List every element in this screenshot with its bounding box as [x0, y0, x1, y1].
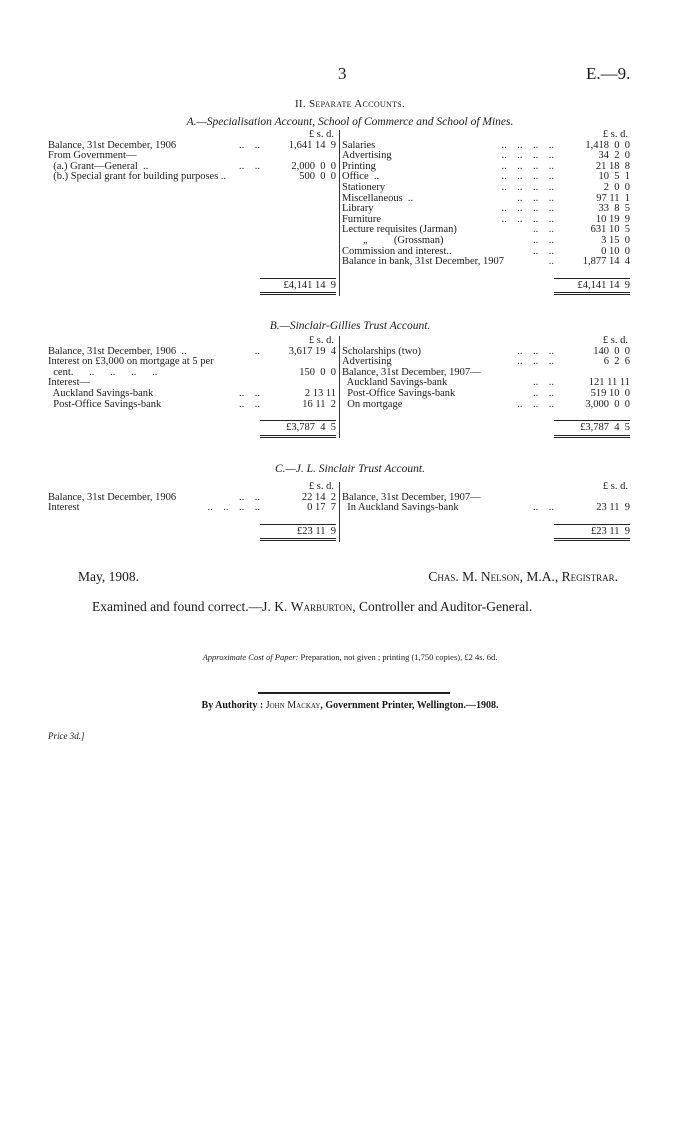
imprint-suffix: , Government Printer, Wellington.—1908. [320, 700, 499, 711]
entry-label: Miscellaneous .. [342, 192, 414, 204]
ledger-row [342, 257, 630, 268]
entry-amount: 1,641 14 9 [288, 139, 336, 151]
entry-label: Balance, 31st December, 1907— [342, 491, 481, 503]
ledger-row [48, 172, 336, 183]
ledger-row [48, 368, 336, 379]
entry-label: Advertising [342, 150, 392, 162]
entry-amount: 3,617 19 4 [288, 345, 336, 357]
entry-label: Balance, 31st December, 1906 [48, 491, 177, 503]
right-total: £3,787 4 5 [554, 420, 630, 438]
entry-amount: 519 10 0 [590, 387, 630, 399]
entry-label: Interest on £3,000 on mortgage at 5 per [48, 356, 214, 368]
entry-amount: 6 2 6 [603, 356, 630, 368]
audit-prefix: Examined and found correct.—J. K. [92, 599, 291, 614]
leader-dots: .. .. [533, 502, 554, 514]
entry-label: On mortgage [342, 398, 403, 410]
left-total: £3,787 4 5 [260, 420, 336, 438]
leader-dots: .. .. [239, 160, 260, 172]
ledger-row [342, 162, 630, 173]
account-title: A.—Specialisation Account, School of Commerce and School of Mines. [186, 116, 514, 128]
entry-amount: 2 13 11 [304, 387, 336, 399]
ledger-row [48, 389, 336, 400]
imprint-rule [258, 692, 450, 694]
cost-label: Approximate Cost of Paper: [202, 652, 299, 662]
entry-amount: 3,000 0 0 [585, 398, 630, 410]
imprint-prefix: By Authority : [201, 700, 266, 711]
ledger-row [342, 204, 630, 215]
page-number: 3 [338, 64, 347, 83]
entry-amount: 0 10 0 [601, 245, 630, 257]
audit-statement [92, 599, 532, 615]
right-side-entries [342, 130, 630, 296]
ledger-row [342, 400, 630, 411]
entry-amount: 21 18 8 [595, 160, 630, 172]
leader-dots: .. .. .. .. [207, 502, 260, 514]
leader-dots: .. .. .. [517, 345, 554, 357]
ledger-row [342, 236, 630, 247]
entry-amount: 23 11 9 [596, 502, 630, 514]
entry-label: Salaries [342, 139, 376, 151]
leader-dots: .. .. .. .. [501, 150, 554, 162]
entry-label: Advertising [342, 356, 392, 368]
entry-amount: 1,418 0 0 [585, 139, 630, 151]
entry-label: Furniture [342, 213, 382, 225]
entry-label: cent. .. .. .. .. [48, 366, 158, 378]
leader-dots: .. .. .. .. [501, 213, 554, 225]
ledger-row [342, 183, 630, 194]
cost-of-paper [0, 652, 700, 662]
ledger-row [342, 194, 630, 205]
entry-label: In Auckland Savings-bank [342, 502, 459, 514]
currency-header: £ s. d. [308, 129, 334, 140]
entry-label: Office .. [342, 171, 380, 183]
entry-amount: 3 15 0 [601, 234, 630, 246]
leader-dots: .. .. .. .. [501, 171, 554, 183]
leader-dots: .. .. .. .. [501, 160, 554, 172]
auditor-name: Warburton [290, 599, 353, 614]
entry-label: Post-Office Savings-bank [48, 398, 162, 410]
entry-label: Lecture requisites (Jarman) [342, 224, 457, 236]
entry-amount: 500 0 0 [299, 171, 336, 183]
ledger-divider [339, 482, 340, 542]
entry-label: Stationery [342, 181, 386, 193]
entry-label: „ (Grossman) [342, 234, 444, 246]
currency-header: £ s. d. [602, 129, 628, 140]
entry-label: Scholarships (two) [342, 345, 422, 357]
entry-amount: 150 0 0 [299, 366, 336, 378]
leader-dots: .. .. .. [517, 356, 554, 368]
leader-dots: .. .. [533, 387, 554, 399]
left-total: £4,141 14 9 [260, 278, 336, 296]
ledger-row [342, 389, 630, 400]
leader-dots: .. .. [533, 245, 554, 257]
ledger-jl-sinclair-trust [48, 482, 630, 542]
entry-amount: 2 0 0 [603, 181, 630, 193]
entry-label: Commission and interest.. [342, 245, 452, 257]
entry-amount: 140 0 0 [593, 345, 630, 357]
currency-header: £ s. d. [602, 335, 628, 346]
ledger-row [48, 400, 336, 411]
account-title: C.—J. L. Sinclair Trust Account. [275, 463, 425, 475]
ledger-row [48, 493, 336, 504]
entry-label: Library [342, 203, 374, 215]
leader-dots: .. .. .. [517, 398, 554, 410]
left-side-entries [48, 336, 336, 438]
right-side-entries [342, 336, 630, 438]
entry-label: Balance, 31st December, 1906 .. [48, 345, 187, 357]
leader-dots: .. .. [239, 398, 260, 410]
ledger-row [342, 503, 630, 514]
left-side-entries [48, 130, 336, 296]
leader-dots: .. [548, 256, 554, 268]
leader-dots: .. [254, 345, 260, 357]
ledger-row [342, 172, 630, 183]
entry-amount: 34 2 0 [598, 150, 630, 162]
leader-dots: .. .. [533, 234, 554, 246]
entry-amount: 97 11 1 [596, 192, 630, 204]
audit-suffix: , Controller and Auditor-General. [352, 599, 533, 614]
entry-label: Interest [48, 502, 80, 514]
entry-amount: 1,877 14 4 [582, 256, 630, 268]
entry-label: Balance in bank, 31st December, 1907 [342, 256, 504, 268]
entry-label: Printing [342, 160, 376, 172]
left-side-entries [48, 482, 336, 542]
ledger-divider [339, 336, 340, 438]
ledger-specialisation-account [48, 130, 630, 296]
currency-header: £ s. d. [308, 481, 334, 492]
registrar-signature: Chas. M. Nelson, M.A., Registrar. [428, 569, 618, 584]
ledger-divider [339, 130, 340, 296]
price: Price 3d.] [48, 731, 85, 741]
leader-dots: .. .. [239, 139, 260, 151]
entry-amount: 121 11 11 [588, 377, 630, 389]
entry-amount: 0 17 7 [307, 502, 336, 514]
currency-header: £ s. d. [602, 481, 628, 492]
leader-dots: .. .. [533, 224, 554, 236]
entry-amount: 631 10 5 [590, 224, 630, 236]
leader-dots: .. .. .. .. [501, 203, 554, 215]
ledger-sinclair-gillies-trust [48, 336, 630, 438]
right-total: £4,141 14 9 [554, 278, 630, 296]
entry-amount: 33 8 5 [598, 203, 630, 215]
leader-dots: .. .. .. .. [501, 139, 554, 151]
paper-reference: E.—9. [586, 64, 631, 83]
leader-dots: .. .. .. .. [501, 181, 554, 193]
entry-label: From Government— [48, 150, 137, 162]
account-title: B.—Sinclair-Gillies Trust Account. [269, 320, 431, 332]
leader-dots: .. .. [533, 377, 554, 389]
leader-dots: .. .. [239, 387, 260, 399]
entry-amount: 10 19 9 [595, 213, 630, 225]
entry-amount: 22 14 2 [301, 491, 336, 503]
leader-dots: .. .. .. [517, 192, 554, 204]
entry-label: Post-Office Savings-bank [342, 387, 456, 399]
entry-label: Balance, 31st December, 1907— [342, 366, 481, 378]
leader-dots: .. .. [239, 491, 260, 503]
right-side-entries [342, 482, 630, 542]
section-heading: II. Separate Accounts. [294, 98, 406, 110]
entry-label: Interest— [48, 377, 90, 389]
right-total: £23 11 9 [554, 524, 630, 542]
printer-imprint [0, 700, 700, 711]
entry-label: (a.) Grant—General .. [48, 160, 149, 172]
printer-name: John Mackay [265, 700, 321, 711]
ledger-row [342, 151, 630, 162]
entry-amount: 16 11 2 [302, 398, 336, 410]
entry-amount: 2,000 0 0 [291, 160, 336, 172]
entry-label: (b.) Special grant for building purposes .. [48, 171, 227, 183]
entry-label: Auckland Savings-bank [48, 387, 154, 399]
entry-label: Auckland Savings-bank [342, 377, 448, 389]
ledger-row [48, 503, 336, 514]
left-total: £23 11 9 [260, 524, 336, 542]
entry-amount: 10 5 1 [598, 171, 630, 183]
entry-label: Balance, 31st December, 1906 [48, 139, 177, 151]
cost-text: Preparation, not given ; printing (1,750 copies), £2 4s. 6d. [298, 652, 498, 662]
report-date: May, 1908. [78, 569, 139, 584]
currency-header: £ s. d. [308, 335, 334, 346]
